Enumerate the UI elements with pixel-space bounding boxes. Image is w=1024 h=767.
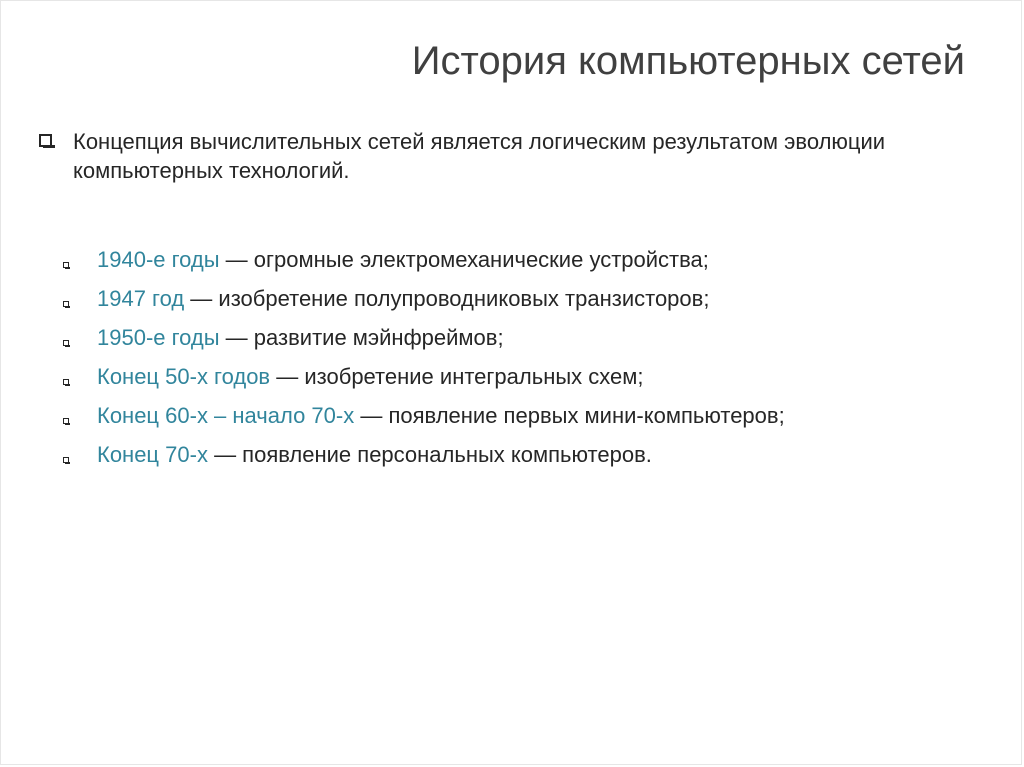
list-item-text bbox=[97, 364, 644, 389]
main-point bbox=[39, 127, 939, 185]
square-bullet-icon bbox=[63, 457, 69, 463]
list-item bbox=[63, 284, 785, 323]
list-item-description: — развитие мэйнфреймов; bbox=[219, 325, 504, 350]
square-bullet-icon bbox=[63, 340, 69, 346]
list-item bbox=[63, 440, 785, 479]
main-point-text: Концепция вычислительных сетей является логическим результатом эволюции компьютерных технологий. bbox=[73, 129, 886, 183]
timeline-list bbox=[63, 245, 785, 479]
list-item bbox=[63, 362, 785, 401]
list-item bbox=[63, 245, 785, 284]
list-item-term: Конец 70-х bbox=[97, 442, 208, 467]
list-item-description: — появление первых мини-компьютеров; bbox=[354, 403, 785, 428]
list-item-description: — изобретение интегральных схем; bbox=[270, 364, 644, 389]
square-bullet-icon bbox=[63, 301, 69, 307]
list-item-term: Конец 50-х годов bbox=[97, 364, 271, 389]
list-item-text bbox=[97, 403, 785, 428]
square-bullet-icon bbox=[63, 262, 69, 268]
list-item-text bbox=[97, 247, 709, 272]
list-item-term: 1940-е годы bbox=[97, 247, 220, 272]
list-item-description: — изобретение полупроводниковых транзисторов; bbox=[184, 286, 710, 311]
list-item-description: — огромные электромеханические устройства; bbox=[219, 247, 709, 272]
list-item-term: 1950-е годы bbox=[97, 325, 220, 350]
square-bullet-icon bbox=[63, 418, 69, 424]
list-item-text bbox=[97, 286, 709, 311]
list-item-text bbox=[97, 325, 504, 350]
square-bullet-icon bbox=[63, 379, 69, 385]
list-item-term: Конец 60-х – начало 70-х bbox=[97, 403, 355, 428]
list-item bbox=[63, 323, 785, 362]
slide-title: История компьютерных сетей bbox=[411, 39, 965, 83]
checkbox-bullet-icon bbox=[39, 134, 52, 147]
list-item bbox=[63, 401, 785, 440]
list-item-text bbox=[97, 442, 652, 467]
list-item-description: — появление персональных компьютеров. bbox=[207, 442, 652, 467]
list-item-term: 1947 год bbox=[97, 286, 185, 311]
